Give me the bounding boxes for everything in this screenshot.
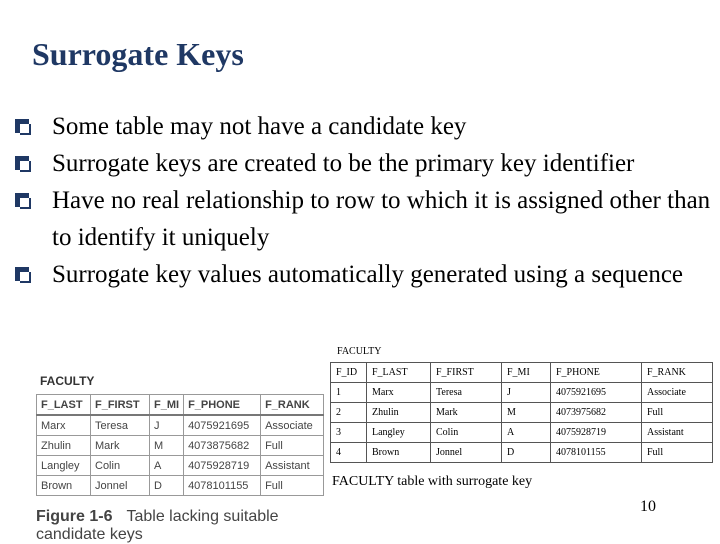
table-row — [331, 423, 713, 443]
table-cell: Brown — [37, 476, 91, 496]
table-row — [37, 476, 324, 496]
column-header: F_RANK — [261, 395, 324, 416]
table-cell: Zhulin — [37, 436, 91, 456]
table-cell: Brown — [367, 443, 431, 463]
table-cell: 2 — [331, 403, 367, 423]
table-cell: Langley — [367, 423, 431, 443]
table-cell: Full — [261, 436, 324, 456]
table-row — [331, 383, 713, 403]
table-cell: Colin — [431, 423, 502, 443]
table-cell: Colin — [91, 456, 150, 476]
bullet-item — [10, 256, 715, 293]
table-cell: D — [150, 476, 184, 496]
table-cell: 4078101155 — [184, 476, 261, 496]
table-cell: 4075921695 — [184, 415, 261, 436]
column-header: F_MI — [150, 395, 184, 416]
column-header: F_ID — [331, 363, 367, 383]
table-cell: Full — [642, 443, 713, 463]
table-cell: Teresa — [91, 415, 150, 436]
table-row — [37, 456, 324, 476]
page-number: 10 — [640, 498, 656, 515]
table-cell: J — [150, 415, 184, 436]
figure-faculty — [30, 362, 330, 543]
table-row — [331, 443, 713, 463]
table-cell: Marx — [37, 415, 91, 436]
table-cell: M — [150, 436, 184, 456]
table-cell: M — [502, 403, 551, 423]
table-cell: J — [502, 383, 551, 403]
bullet-item — [10, 108, 715, 145]
column-header: F_FIRST — [91, 395, 150, 416]
table-cell: Jonnel — [431, 443, 502, 463]
bullet-text: Some table may not have a candidate key — [52, 113, 467, 140]
table-cell: Langley — [37, 456, 91, 476]
table-cell: Assistant — [642, 423, 713, 443]
table-cell: Associate — [261, 415, 324, 436]
column-header: F_LAST — [367, 363, 431, 383]
checkbox-bullet-icon — [15, 119, 29, 133]
table-cell: A — [150, 456, 184, 476]
bullet-list — [10, 108, 715, 293]
bullet-text: Have no real relationship to row to which it is assigned other than to identify it uniquely — [52, 187, 711, 251]
column-header: F_RANK — [642, 363, 713, 383]
bullet-text: Surrogate key values automatically generated using a sequence — [52, 261, 684, 288]
table-cell: 4078101155 — [551, 443, 642, 463]
table-cell: Full — [261, 476, 324, 496]
column-header: F_PHONE — [184, 395, 261, 416]
column-header: F_LAST — [37, 395, 91, 416]
table-cell: Associate — [642, 383, 713, 403]
table-cell: Full — [642, 403, 713, 423]
table-cell: 4073875682 — [184, 436, 261, 456]
bullet-item — [10, 145, 715, 182]
table-header-row — [331, 363, 713, 383]
checkbox-bullet-icon — [15, 267, 29, 281]
surrogate-table-caption: FACULTY table with surrogate key — [332, 474, 533, 489]
surrogate-table-title: FACULTY — [337, 346, 382, 357]
table-cell: Marx — [367, 383, 431, 403]
surrogate-table — [330, 362, 713, 463]
table-cell: Jonnel — [91, 476, 150, 496]
table-header-row — [37, 395, 324, 416]
table-cell: Mark — [431, 403, 502, 423]
bullet-text: Surrogate keys are created to be the primary key identifier — [52, 150, 635, 177]
table-cell: Mark — [91, 436, 150, 456]
figure-caption — [36, 508, 330, 544]
column-header: F_MI — [502, 363, 551, 383]
table-cell: 4075928719 — [551, 423, 642, 443]
column-header: F_PHONE — [551, 363, 642, 383]
table-cell: 4 — [331, 443, 367, 463]
table-row — [37, 415, 324, 436]
table-cell: 4073975682 — [551, 403, 642, 423]
table-cell: Teresa — [431, 383, 502, 403]
table-cell: 1 — [331, 383, 367, 403]
table-cell: 4075921695 — [551, 383, 642, 403]
figure-table — [36, 394, 324, 496]
table-cell: A — [502, 423, 551, 443]
checkbox-bullet-icon — [15, 156, 29, 170]
slide-title: Surrogate Keys — [32, 36, 244, 72]
table-cell: 4075928719 — [184, 456, 261, 476]
table-cell: Assistant — [261, 456, 324, 476]
table-cell: Zhulin — [367, 403, 431, 423]
table-row — [37, 436, 324, 456]
figure-table-title: FACULTY — [40, 374, 95, 388]
bullet-item — [10, 182, 715, 256]
table-cell: 3 — [331, 423, 367, 443]
figure-number: Figure 1-6 — [36, 508, 113, 525]
figure-caption-text: Table lacking suitable candidate keys — [36, 508, 279, 543]
checkbox-bullet-icon — [15, 193, 29, 207]
column-header: F_FIRST — [431, 363, 502, 383]
table-cell: D — [502, 443, 551, 463]
table-row — [331, 403, 713, 423]
